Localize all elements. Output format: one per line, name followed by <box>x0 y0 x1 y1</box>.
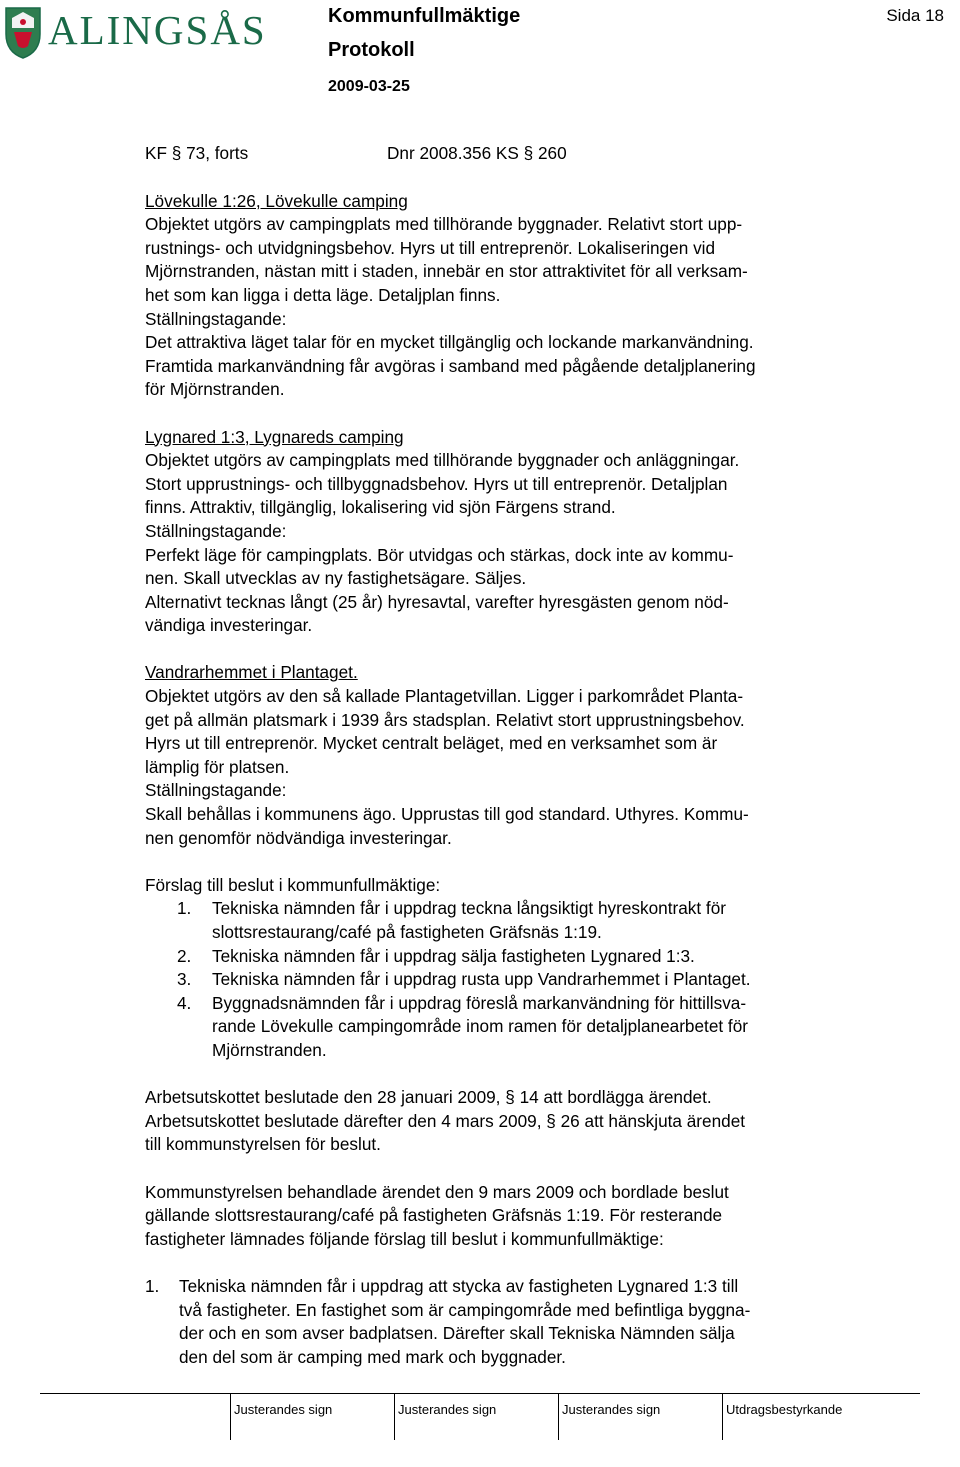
section-heading: Lygnared 1:3, Lygnareds camping <box>145 426 404 447</box>
paragraph-line: Stort upprustnings- och tillbyggnadsbehov. Hyrs ut till entreprenör. Detaljplan <box>145 473 728 494</box>
paragraph-line: Arbetsutskottet beslutade därefter den 4 mars 2009, § 26 att hänskjuta ärendet <box>145 1110 746 1131</box>
item-line: der och en som avser badplatsen. Därefter skall Tekniska Nämnden sälja <box>179 1323 735 1344</box>
paragraph-line: Det attraktiva läget talar för en mycket tillgänglig och lockande markanvändning. <box>145 332 754 353</box>
paragraph-line: Framtida markanvändning får avgöras i samband med pågående detaljplanering <box>145 355 756 376</box>
paragraph-line: vändiga investeringar. <box>145 615 313 636</box>
section-lygnared <box>145 426 875 638</box>
paragraph-line: Kommunstyrelsen behandlade ärendet den 9 mars 2009 och bordlade beslut <box>145 1181 729 1202</box>
paragraph-line: nen. Skall utvecklas av ny fastighetsägare. Säljes. <box>145 568 527 589</box>
paragraph-line: Arbetsutskottet beslutade den 28 januari 2009, § 14 att bordlägga ärendet. <box>145 1087 712 1108</box>
municipality-logo <box>4 4 267 60</box>
list-item <box>145 968 875 992</box>
proposal-intro: Förslag till beslut i kommunfullmäktige: <box>145 874 441 895</box>
working-committee-decision <box>145 1086 875 1157</box>
certification-cell: Utdragsbestyrkande <box>722 1394 920 1440</box>
proposal-list <box>145 897 875 1062</box>
item-number: 4. <box>177 992 192 1013</box>
paragraph-line: för Mjörnstranden. <box>145 379 285 400</box>
section-lovekulle <box>145 190 875 402</box>
meeting-date: 2009-03-25 <box>328 78 410 95</box>
list-item <box>145 897 875 944</box>
item-number: 3. <box>177 969 192 990</box>
kf-paragraph: KF § 73, forts <box>145 143 249 163</box>
paragraph-line: fastigheter lämnades följande förslag till beslut i kommunfullmäktige: <box>145 1228 664 1249</box>
paragraph-line: finns. Attraktiv, tillgänglig, lokalisering vid sjön Färgens strand. <box>145 497 616 518</box>
diary-number: Dnr 2008.356 KS § 260 <box>387 143 567 163</box>
signature-footer <box>40 1393 920 1440</box>
executive-board-decision <box>145 1181 875 1252</box>
section-heading: Lövekulle 1:26, Lövekulle camping <box>145 190 408 211</box>
stance-label: Ställningstagande: <box>145 780 287 801</box>
item-line: den del som är camping med mark och byggnader. <box>179 1346 566 1367</box>
document-type: Protokoll <box>328 39 415 61</box>
signature-cell: Justerandes sign <box>558 1394 722 1440</box>
signature-cell: Justerandes sign <box>230 1394 394 1440</box>
paragraph-line: het som kan ligga i detta läge. Detaljplan finns. <box>145 284 501 305</box>
item-number: 2. <box>177 945 192 966</box>
paragraph-line: Skall behållas i kommunens ägo. Upprustas till god standard. Uthyres. Kommu- <box>145 804 749 825</box>
paragraph-line: Mjörnstranden, nästan mitt i staden, innebär en stor attraktivitet för all verksam- <box>145 261 748 282</box>
item-line: slottsrestaurang/café på fastigheten Gräfsnäs 1:19. <box>212 922 602 942</box>
paragraph-line: rustnings- och utvidgningsbehov. Hyrs ut till entreprenör. Lokaliseringen vid <box>145 237 716 258</box>
page-number: Sida 18 <box>886 6 944 25</box>
paragraph-line: Hyrs ut till entreprenör. Mycket centralt beläget, med en verksamhet som är <box>145 733 718 754</box>
paragraph-line: Objektet utgörs av campingplats med tillhörande byggnader och anläggningar. <box>145 450 740 471</box>
stance-label: Ställningstagande: <box>145 520 287 541</box>
item-line: Tekniska nämnden får i uppdrag rusta upp Vandrarhemmet i Plantaget. <box>212 969 751 990</box>
document-body-title: Kommunfullmäktige <box>328 5 521 27</box>
list-item <box>145 992 875 1063</box>
item-line: Mjörnstranden. <box>212 1039 327 1060</box>
item-line: Byggnadsnämnden får i uppdrag föreslå markanvändning för hittillsva- <box>212 992 747 1013</box>
case-reference <box>145 142 875 166</box>
item-line: Tekniska nämnden får i uppdrag teckna långsiktigt hyreskontrakt för <box>212 898 726 919</box>
item-line: två fastigheter. En fastighet som är campingområde med befintliga byggna- <box>179 1299 751 1320</box>
stance-label: Ställningstagande: <box>145 308 287 329</box>
logo-wordmark: ALINGSÅS <box>48 7 267 53</box>
item-line: rande Lövekulle campingområde inom ramen för detaljplanearbetet för <box>212 1016 748 1037</box>
executive-board-proposal-list <box>145 1275 875 1369</box>
paragraph-line: gällande slottsrestaurang/café på fastigheten Gräfsnäs 1:19. För resterande <box>145 1205 723 1226</box>
paragraph-line: Alternativt tecknas långt (25 år) hyresavtal, varefter hyresgästen genom nöd- <box>145 591 729 612</box>
list-item <box>145 945 875 969</box>
item-line: Tekniska nämnden får i uppdrag sälja fastigheten Lygnared 1:3. <box>212 945 695 966</box>
paragraph-line: Objektet utgörs av campingplats med tillhörande byggnader. Relativt stort upp- <box>145 214 743 235</box>
item-line: Tekniska nämnden får i uppdrag att stycka av fastigheten Lygnared 1:3 till <box>179 1275 739 1296</box>
proposal-section <box>145 874 875 1063</box>
paragraph-line: till kommunstyrelsen för beslut. <box>145 1134 381 1155</box>
paragraph-line: nen genomför nödvändiga investeringar. <box>145 827 452 848</box>
section-heading: Vandrarhemmet i Plantaget. <box>145 662 358 683</box>
item-number: 1. <box>177 898 192 919</box>
coat-of-arms-icon <box>4 4 42 60</box>
paragraph-line: Objektet utgörs av den så kallade Plantagetvillan. Ligger i parkområdet Planta- <box>145 686 744 707</box>
list-item <box>145 1275 875 1369</box>
section-vandrarhemmet <box>145 661 875 850</box>
protocol-body <box>145 142 875 1369</box>
page-header <box>0 0 960 110</box>
signature-cell: Justerandes sign <box>394 1394 558 1440</box>
paragraph-line: Perfekt läge för campingplats. Bör utvidgas och stärkas, dock inte av kommu- <box>145 544 734 565</box>
item-number: 1. <box>145 1275 160 1296</box>
paragraph-line: get på allmän platsmark i 1939 års stadsplan. Relativt stort upprustningsbehov. <box>145 709 745 730</box>
paragraph-line: lämplig för platsen. <box>145 756 290 777</box>
